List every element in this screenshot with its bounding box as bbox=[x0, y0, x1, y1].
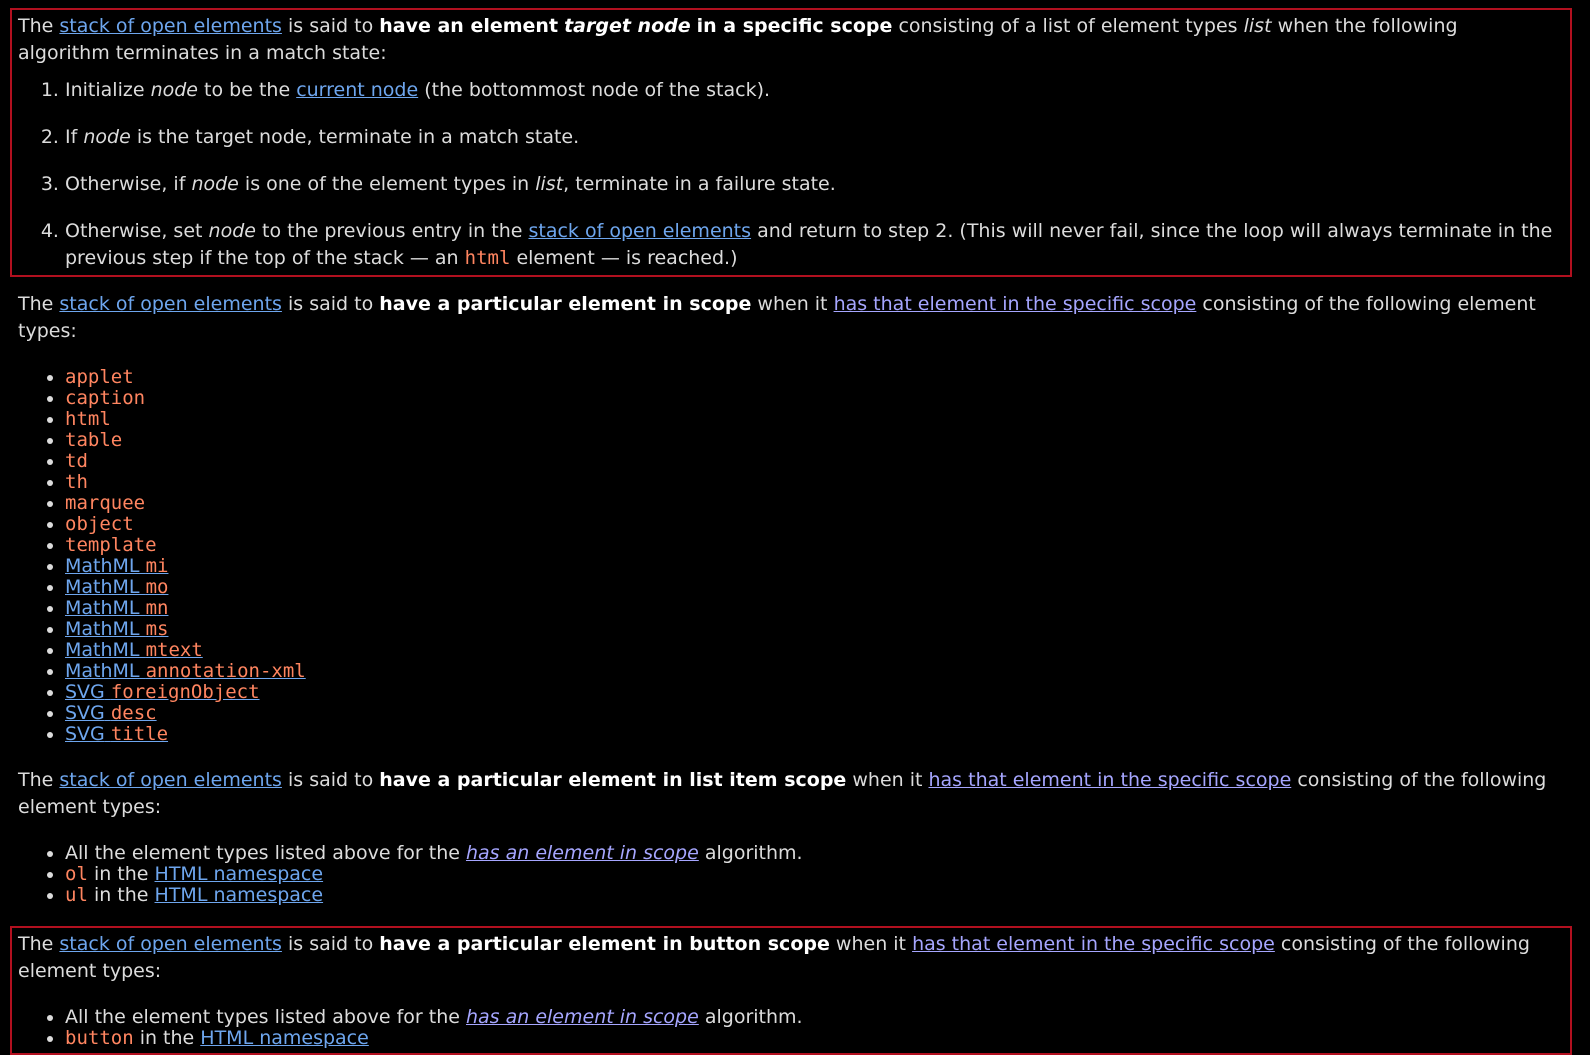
html-namespace-link[interactable]: HTML namespace bbox=[200, 1027, 369, 1049]
specific-scope-link[interactable]: has that element in the specific scope bbox=[928, 769, 1292, 791]
list-item: • All the element types listed above for the has an element in scope algorithm. bbox=[65, 1007, 1554, 1028]
list-item-scope-intro: The stack of open elements is said to have a particular element in list item scope when it has that element in the specific scope consisting of the following element types: bbox=[18, 769, 1547, 818]
mathml-link[interactable]: MathML mn bbox=[65, 597, 169, 619]
specific-scope-link[interactable]: has that element in the specific scope bbox=[833, 293, 1197, 315]
button-scope-element-list bbox=[18, 1007, 1554, 1049]
list-item bbox=[65, 724, 1572, 745]
list-item: • th bbox=[65, 472, 1572, 493]
specific-scope-link[interactable]: has that element in the specific scope bbox=[912, 933, 1275, 955]
mathml-link[interactable]: MathML mi bbox=[65, 555, 169, 577]
list-item: • button in the HTML namespace bbox=[65, 1028, 1554, 1049]
list-item: • html bbox=[65, 409, 1572, 430]
html-namespace-link[interactable]: HTML namespace bbox=[154, 884, 324, 906]
list-item bbox=[65, 682, 1572, 703]
has-element-in-scope-link[interactable]: has an element in scope bbox=[465, 1006, 699, 1028]
stack-of-open-elements-link[interactable]: stack of open elements bbox=[528, 220, 752, 242]
algorithm-step-2: 2. If node is the target node, terminate in a match state. bbox=[65, 124, 1554, 151]
html-element-code: html bbox=[464, 247, 511, 269]
list-item: • object bbox=[65, 514, 1572, 535]
has-element-in-scope-link[interactable]: has an element in scope bbox=[465, 842, 699, 864]
in-scope-intro: The stack of open elements is said to have a particular element in scope when it has that element in the specific scope consisting of the following element types: bbox=[18, 293, 1536, 342]
specific-scope-intro: The stack of open elements is said to have an element target node in a specific scope consisting of a list of element types list when the following algorithm terminates in a match state: bbox=[18, 15, 1458, 64]
current-node-link[interactable]: current node bbox=[296, 79, 419, 101]
mathml-link[interactable]: MathML annotation-xml bbox=[65, 660, 306, 682]
list-item bbox=[65, 640, 1572, 661]
svg-link[interactable]: SVG title bbox=[65, 723, 169, 745]
svg-link[interactable]: SVG foreignObject bbox=[65, 681, 260, 703]
list-item: • applet bbox=[65, 367, 1572, 388]
list-item bbox=[65, 703, 1572, 724]
svg-link[interactable]: SVG desc bbox=[65, 702, 157, 724]
list-item-scope-element-list bbox=[18, 843, 1572, 906]
button-scope-intro: The stack of open elements is said to have a particular element in button scope when it has that element in the specific scope consisting of the following element types: bbox=[18, 933, 1530, 982]
in-scope-element-list bbox=[18, 367, 1572, 745]
stack-of-open-elements-link[interactable]: stack of open elements bbox=[59, 293, 282, 315]
stack-of-open-elements-link[interactable]: stack of open elements bbox=[59, 769, 282, 791]
list-item: • All the element types listed above for the has an element in scope algorithm. bbox=[65, 843, 1572, 864]
list-item bbox=[65, 619, 1572, 640]
algorithm-step-3: 3. Otherwise, if node is one of the element types in list, terminate in a failure state. bbox=[65, 171, 1554, 198]
stack-of-open-elements-link[interactable]: stack of open elements bbox=[59, 933, 282, 955]
algorithm-step-4: 4. Otherwise, set node to the previous entry in the stack of open elements and return to step 2. (This will never fail, since the loop will always terminate in the previous step if the top of the stack — an html element — is reached.) bbox=[65, 218, 1554, 272]
mathml-link[interactable]: MathML mtext bbox=[65, 639, 203, 661]
mathml-link[interactable]: MathML mo bbox=[65, 576, 169, 598]
list-item: • ul in the HTML namespace bbox=[65, 885, 1572, 906]
list-item: • template bbox=[65, 535, 1572, 556]
list-item bbox=[65, 661, 1572, 682]
list-item: • marquee bbox=[65, 493, 1572, 514]
list-item bbox=[65, 556, 1572, 577]
list-item bbox=[65, 577, 1572, 598]
button-scope-definition bbox=[10, 926, 1572, 1055]
stack-of-open-elements-link[interactable]: stack of open elements bbox=[59, 15, 282, 37]
mathml-link[interactable]: MathML ms bbox=[65, 618, 169, 640]
html-namespace-link[interactable]: HTML namespace bbox=[154, 863, 324, 885]
specific-scope-definition bbox=[10, 8, 1572, 277]
list-item: • td bbox=[65, 451, 1572, 472]
list-item: • ol in the HTML namespace bbox=[65, 864, 1572, 885]
list-item: • table bbox=[65, 430, 1572, 451]
algorithm-step-1: 1. Initialize node to be the current node (the bottommost node of the stack). bbox=[65, 77, 1554, 104]
list-item bbox=[65, 598, 1572, 619]
algorithm-steps bbox=[18, 77, 1554, 272]
list-item: • caption bbox=[65, 388, 1572, 409]
